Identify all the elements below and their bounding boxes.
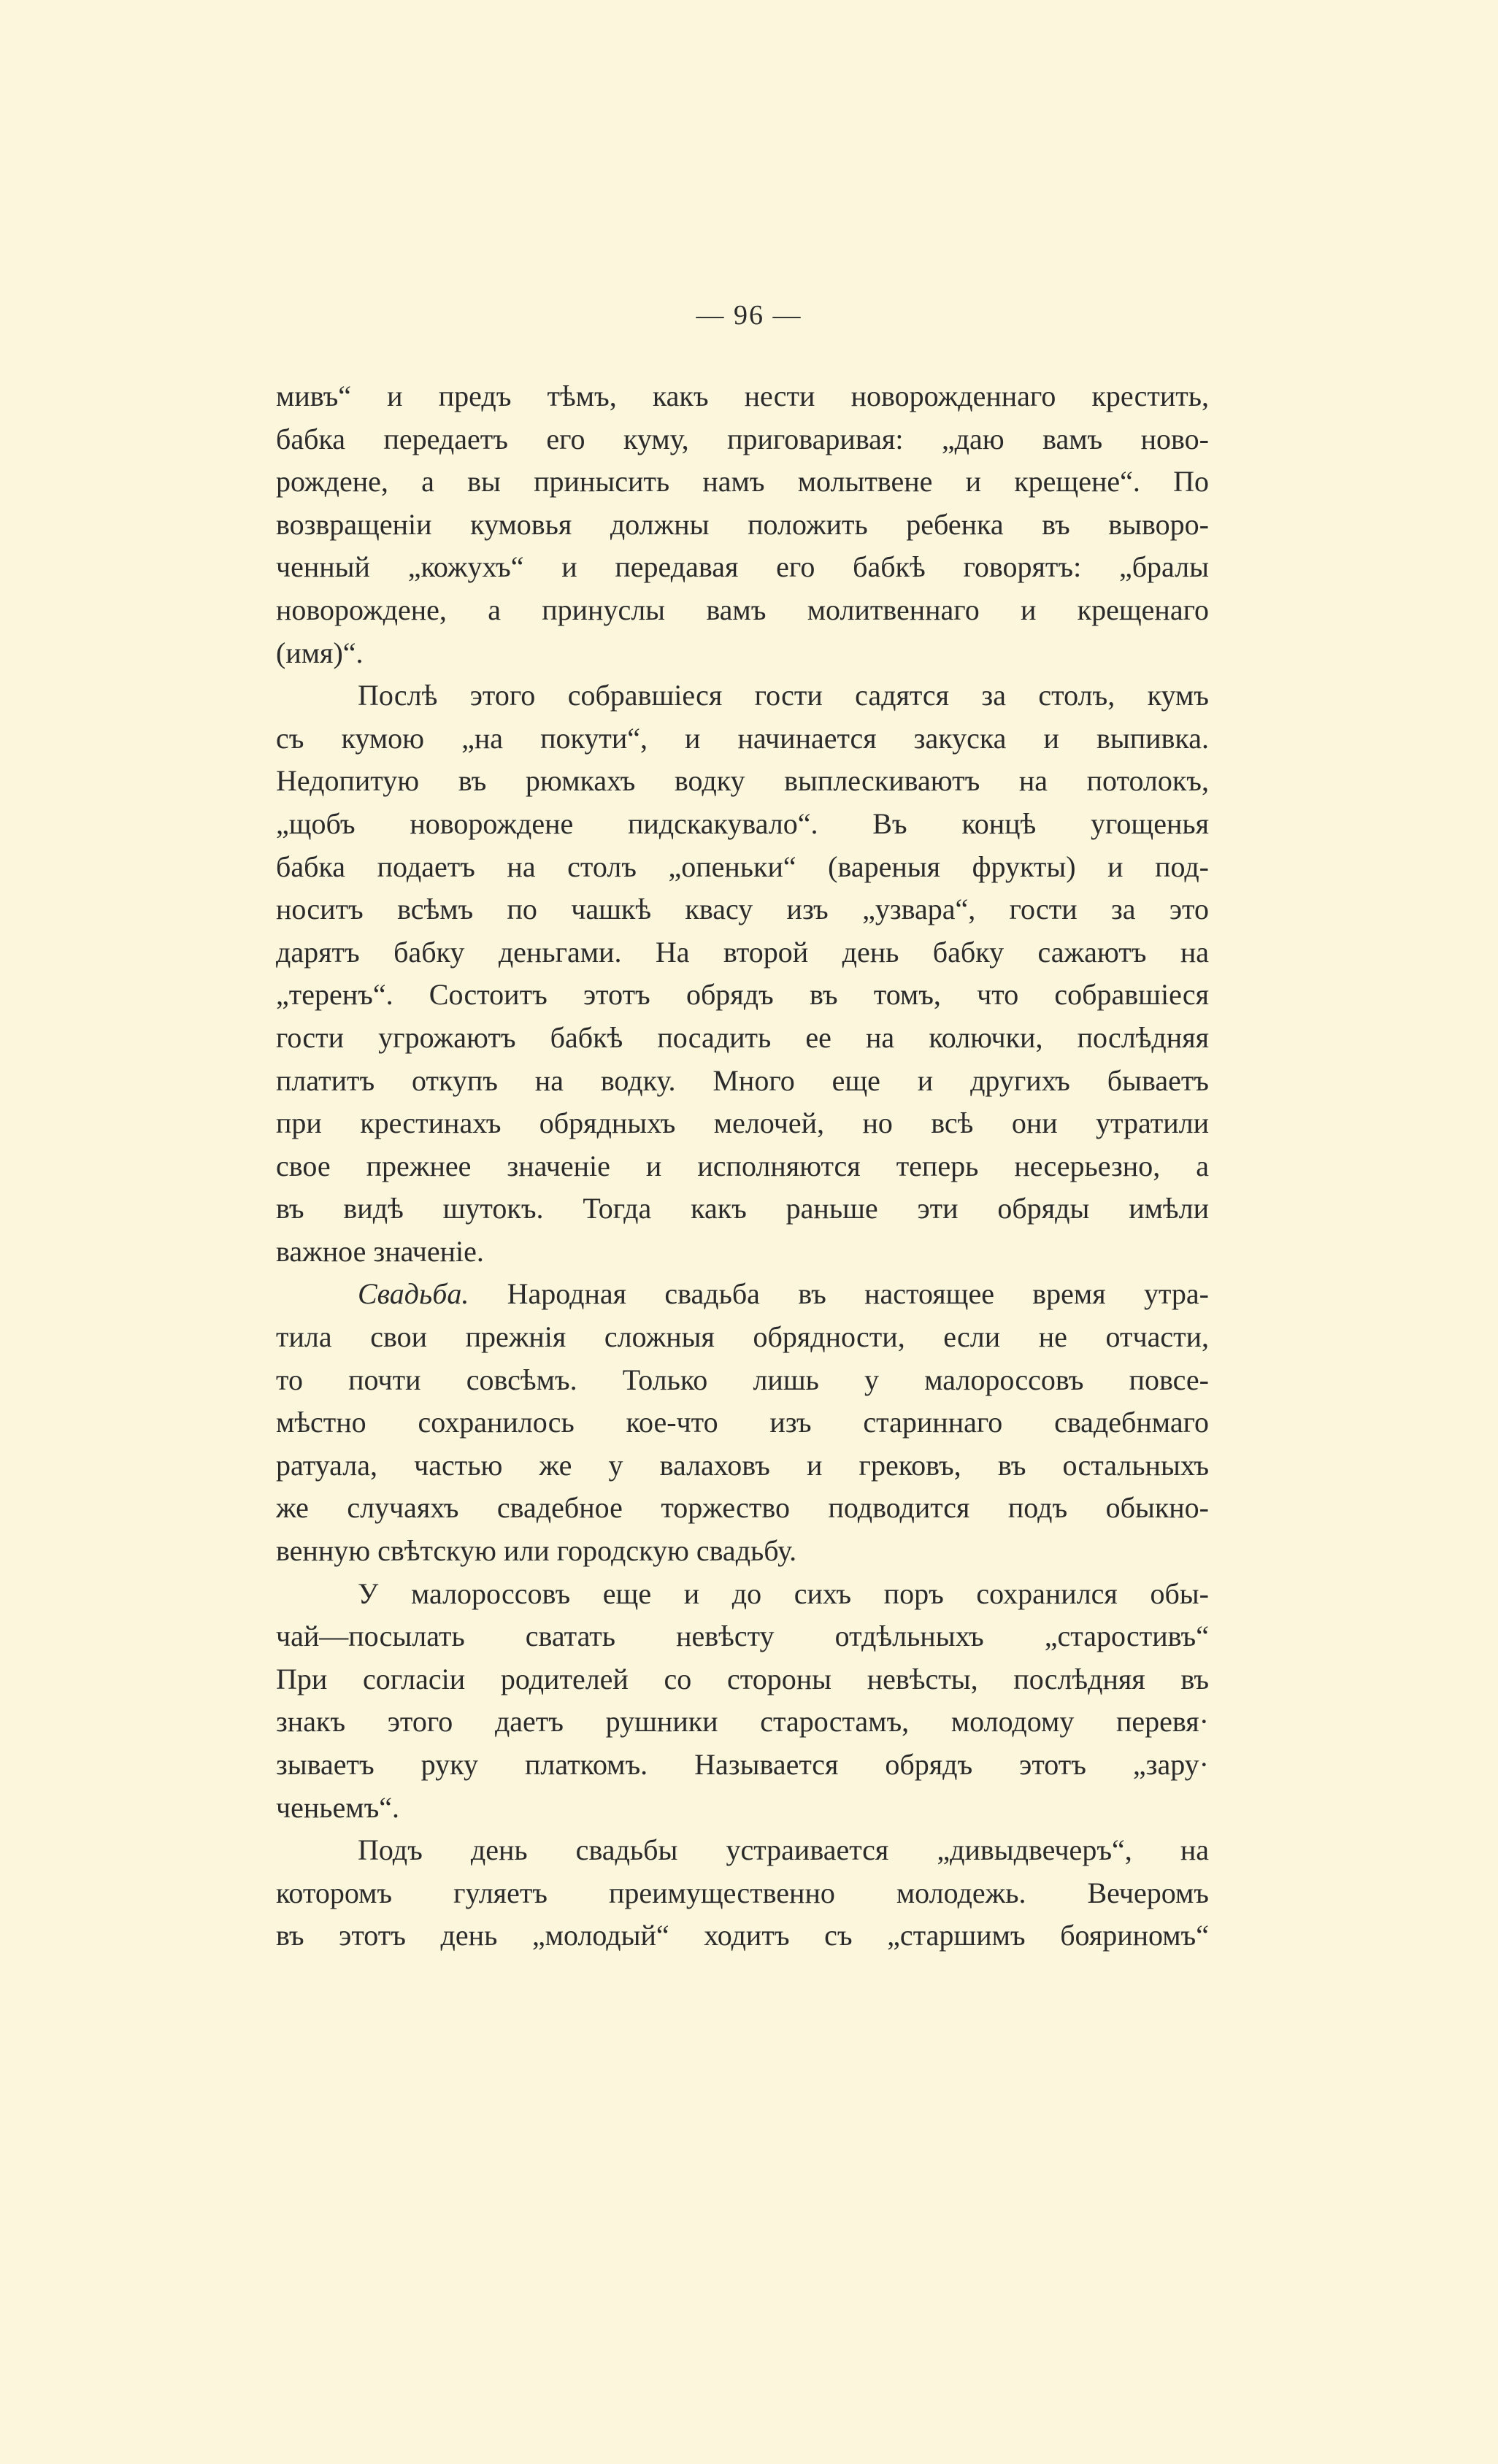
text-line: При согласіи родителей со стороны невѣсты, послѣдняя въ xyxy=(276,1662,1209,1695)
page-number: — 96 — xyxy=(696,300,802,331)
text-line: при крестинахъ обрядныхъ мелочей, но всѣ они утратили xyxy=(276,1106,1209,1140)
text-line: дарятъ бабку деньгами. На второй день бабку сажаютъ на xyxy=(276,935,1209,969)
text-line xyxy=(276,1273,1209,1316)
paragraph xyxy=(276,1573,1209,1830)
text-line: въ этотъ день „молодый“ ходитъ съ „старшимъ бояриномъ“ xyxy=(276,1919,1209,1952)
text-line: „щобъ новорождене пидскакувало“. Въ концѣ угощенья xyxy=(276,806,1209,840)
paragraph xyxy=(276,1829,1209,1957)
text-line: Недопитую въ рюмкахъ водку выплескиваютъ на потолокъ, xyxy=(276,764,1209,798)
text-line: платитъ откупъ на водку. Много еще и другихъ бываетъ xyxy=(276,1063,1209,1097)
paragraph xyxy=(276,1273,1209,1572)
text-line: важное значеніе. xyxy=(276,1234,484,1268)
text-line: ченный „кожухъ“ и передавая его бабкѣ говорятъ: „бралы xyxy=(276,550,1209,584)
text-line: ратуала, частью же у валаховъ и грековъ, въ остальныхъ xyxy=(276,1448,1209,1482)
paragraph xyxy=(276,375,1209,674)
text-line: зываетъ руку платкомъ. Называется обрядъ этотъ „зару· xyxy=(276,1748,1209,1781)
body-text xyxy=(276,375,1209,1957)
text-run: Народная свадьба въ настоящее время утра- xyxy=(469,1277,1209,1311)
text-line: бабка передаетъ его куму, приговаривая: „даю вамъ ново- xyxy=(276,422,1209,455)
text-line: мѣстно сохранилось кое-что изъ стариннаго свадебнмаго xyxy=(276,1406,1209,1439)
text-line: „теренъ“. Состоитъ этотъ обрядъ въ томъ, что собравшіеся xyxy=(276,978,1209,1012)
text-line: возвращеніи кумовья должны положить ребенка въ выворо- xyxy=(276,507,1209,541)
text-line: то почти совсѣмъ. Только лишь у малороссовъ повсе- xyxy=(276,1363,1209,1396)
text-line: (имя)“. xyxy=(276,636,364,669)
text-line: рождене, а вы принысить намъ молытвене и крещене“. По xyxy=(276,465,1209,498)
text-line: которомъ гуляетъ преимущественно молодежь. Вечеромъ xyxy=(276,1876,1209,1909)
text-line: тила свои прежнія сложныя обрядности, если не отчасти, xyxy=(276,1320,1209,1354)
text-line: же случаяхъ свадебное торжество подводится подъ обыкно- xyxy=(276,1491,1209,1525)
text-line: У малороссовъ еще и до сихъ поръ сохранился обы- xyxy=(358,1576,1209,1610)
text-line: бабка подаетъ на столъ „опеньки“ (вареныя фрукты) и под- xyxy=(276,850,1209,883)
paragraph xyxy=(276,674,1209,1273)
text-line: знакъ этого даетъ рушники старостамъ, молодому перевя· xyxy=(276,1705,1209,1739)
text-line: свое прежнее значеніе и исполняются теперь несерьезно, а xyxy=(276,1149,1209,1182)
text-line: мивъ“ и предъ тѣмъ, какъ нести новорожденнаго крестить, xyxy=(276,380,1209,412)
text-line: гости угрожаютъ бабкѣ посадить ее на колючки, послѣдняя xyxy=(276,1020,1209,1054)
text-line: въ видѣ шутокъ. Тогда какъ раньше эти обряды имѣли xyxy=(276,1192,1209,1225)
text-line: съ кумою „на покути“, и начинается закуска и выпивка. xyxy=(276,721,1209,755)
text-line: новорождене, а принyслы вамъ молитвеннаго и крещенаго xyxy=(276,593,1209,626)
text-line: Послѣ этого собравшіеся гости садятся за столъ, кумъ xyxy=(358,679,1209,712)
text-line: ченьемъ“. xyxy=(276,1790,400,1824)
text-line: чай—посылать сватать невѣсту отдѣльныхъ „старостивъ“ xyxy=(276,1620,1209,1653)
text-line: носитъ всѣмъ по чашкѣ квасу изъ „узвара“, гости за это xyxy=(276,893,1209,926)
text-line: венную свѣтскую или городскую свадьбу. xyxy=(276,1534,797,1568)
text-line: Подъ день свадьбы устраивается „дивыдвечеръ“, на xyxy=(358,1833,1209,1867)
section-heading: Свадьба. xyxy=(358,1277,469,1311)
